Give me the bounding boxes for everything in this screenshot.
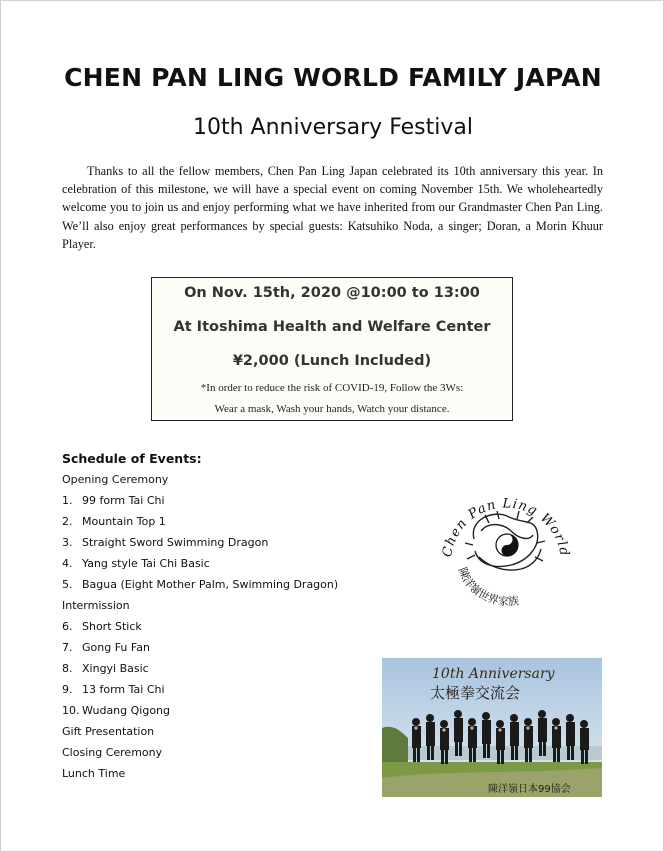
schedule-heading: Schedule of Events: — [62, 451, 202, 466]
photo-anniversary-text: 10th Anniversary — [432, 666, 555, 682]
photo-association-text: 陳洋嶺日本99協会 — [488, 784, 571, 795]
event-datetime: On Nov. 15th, 2020 @10:00 to 13:00 — [184, 285, 480, 301]
schedule-item — [62, 746, 338, 767]
anniversary-photo — [382, 658, 602, 797]
schedule-item-text: Bagua (Eight Mother Palm, Swimming Dragon) — [82, 578, 339, 591]
schedule-item-text: Opening Ceremony — [62, 473, 169, 486]
schedule-item — [62, 767, 338, 788]
schedule-item — [62, 725, 338, 746]
schedule-item-text: Mountain Top 1 — [82, 515, 166, 528]
schedule-item — [62, 662, 338, 683]
intro-paragraph: Thanks to all the fellow members, Chen Pan Ling Japan celebrated its 10th anniversary this year. In celebration of this milestone, we will have a special event on coming November 15th. We wholeheartedly welcome you to join us and enjoy performing what we have inherited from our Grandmaster Chen Pan Ling. We’ll also enjoy great performances by special guests: Katsuhiko Noda, a singer; Doran, a Morin Khuur Player. — [62, 164, 603, 251]
event-location: At Itoshima Health and Welfare Center — [173, 319, 491, 335]
schedule-item-number: 4. — [62, 557, 73, 570]
schedule-list — [62, 473, 338, 788]
schedule-item-text: Straight Sword Swimming Dragon — [82, 536, 269, 549]
schedule-item-text: Short Stick — [82, 620, 142, 633]
schedule-item-number: 8. — [62, 662, 73, 675]
event-info-box — [151, 277, 513, 421]
schedule-item-number: 1. — [62, 494, 73, 507]
covid-note: *In order to reduce the risk of COVID-19, Follow the 3Ws: — [200, 382, 464, 394]
page-title: CHEN PAN LING WORLD FAMILY JAPAN — [64, 63, 602, 92]
schedule-item — [62, 557, 338, 578]
schedule-item-text: Wudang Qigong — [82, 704, 171, 717]
schedule-item-text: Yang style Tai Chi Basic — [82, 557, 210, 570]
schedule-item — [62, 536, 338, 557]
event-price: ¥2,000 (Lunch Included) — [232, 353, 432, 369]
svg-text:陳洋嶺世界家族 — [456, 565, 520, 608]
photo-japanese-title: 太極拳交流会 — [430, 684, 521, 702]
schedule-item — [62, 473, 338, 494]
schedule-item — [62, 641, 338, 662]
schedule-item-text: Closing Ceremony — [62, 746, 163, 759]
schedule-item-number: 2. — [62, 515, 73, 528]
schedule-item-number: 7. — [62, 641, 73, 654]
logo-ring-text: Chen Pan Ling World — [440, 496, 572, 559]
schedule-item-number: 10. — [62, 704, 80, 717]
logo-cjk-text: 陳洋嶺世界家族 — [455, 565, 520, 609]
schedule-item-text: 13 form Tai Chi — [82, 683, 165, 696]
schedule-item — [62, 578, 338, 599]
page-subtitle: 10th Anniversary Festival — [192, 115, 473, 140]
schedule-item-number: 5. — [62, 578, 73, 591]
covid-rules: Wear a mask, Wash your hands, Watch your distance. — [214, 403, 450, 415]
chen-pan-ling-logo — [429, 469, 579, 619]
schedule-item-text: Gong Fu Fan — [82, 641, 150, 654]
schedule-item-text: Lunch Time — [62, 767, 126, 780]
schedule-item — [62, 494, 338, 515]
schedule-item — [62, 599, 338, 620]
schedule-item-text: Intermission — [62, 599, 130, 612]
schedule-item — [62, 704, 338, 725]
schedule-item-number: 3. — [62, 536, 73, 549]
schedule-item-text: 99 form Tai Chi — [82, 494, 165, 507]
schedule-item-number: 6. — [62, 620, 73, 633]
schedule-item-text: Gift Presentation — [62, 725, 155, 738]
schedule-item — [62, 620, 338, 641]
schedule-item-text: Xingyi Basic — [82, 662, 149, 675]
schedule-item — [62, 515, 338, 536]
schedule-item — [62, 683, 338, 704]
schedule-item-number: 9. — [62, 683, 73, 696]
